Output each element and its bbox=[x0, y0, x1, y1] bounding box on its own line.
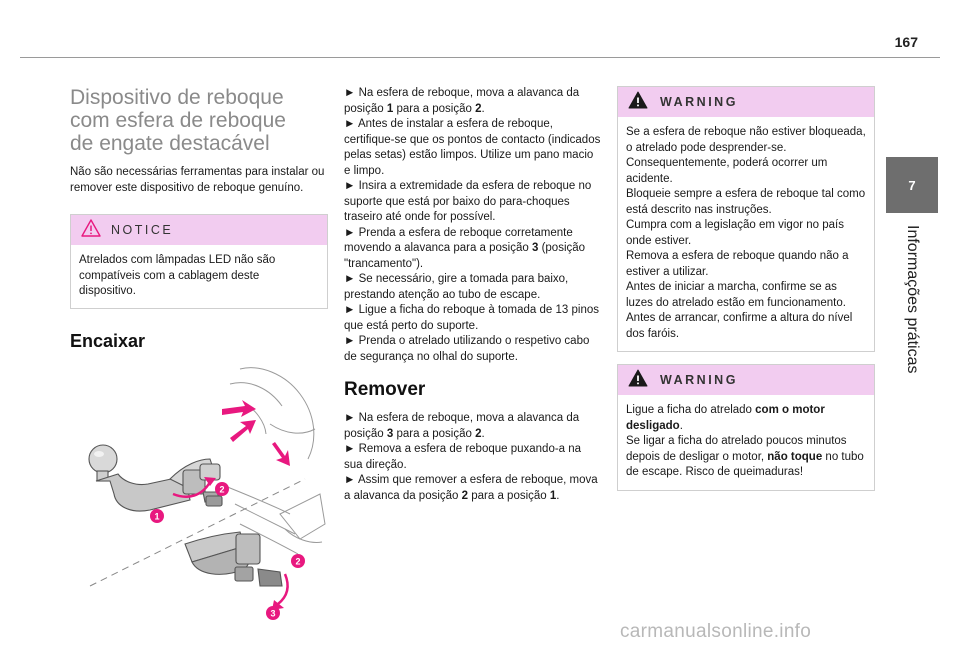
fit-heading: Encaixar bbox=[70, 330, 146, 351]
right-column bbox=[617, 86, 875, 491]
callout-label: 1 bbox=[154, 511, 160, 521]
warning-header bbox=[618, 365, 874, 395]
remove-step: ► Assim que remover a esfera de reboque, mova a alavanca da posição 2 para a posição 1. bbox=[344, 474, 598, 502]
section-title bbox=[70, 86, 328, 155]
warning-line: Remova a esfera de reboque quando não a estiver a utilizar. bbox=[626, 250, 849, 278]
fit-step: ► Antes de instalar a esfera de reboque, certifique-se que os pontos de contacto (indicados pelas setas) estão limpos. Utilize um pano macio e limpo. bbox=[344, 118, 601, 177]
warning-line: Ligue a ficha do atrelado com o motor desligado. bbox=[626, 404, 825, 432]
chapter-label: Informações práticas bbox=[904, 225, 921, 374]
warning-line: Antes de iniciar a marcha, confirme se as luzes do atrelado estão em funcionamento. bbox=[626, 281, 846, 309]
remove-heading: Remover bbox=[344, 379, 426, 400]
fit-step: ► Prenda o atrelado utilizando o respetivo cabo de segurança no olhal do suporte. bbox=[344, 335, 590, 363]
chapter-tab[interactable] bbox=[886, 157, 938, 213]
warning-triangle-icon bbox=[628, 369, 648, 392]
notice-box bbox=[70, 214, 328, 309]
intro-text: Não são necessárias ferramentas para instalar ou remover este dispositivo de reboque genuíno. bbox=[70, 166, 325, 194]
chapter-number: 7 bbox=[908, 177, 916, 193]
callout-label: 2 bbox=[295, 556, 301, 566]
left-column bbox=[70, 86, 328, 622]
warning-box bbox=[617, 364, 875, 491]
fit-step: ► Prenda a esfera de reboque corretamente movendo a alavanca para a posição 3 (posição "trancamento"). bbox=[344, 226, 586, 270]
caution-outline-icon bbox=[81, 219, 101, 242]
header-divider bbox=[20, 57, 940, 58]
warning-line: Antes de arrancar, confirme a altura do nível dos faróis. bbox=[626, 312, 853, 340]
warning-line: Se a esfera de reboque não estiver bloqueada, o atrelado pode desprender-se. Consequentemente, poderá ocorrer um acidente. bbox=[626, 126, 866, 185]
tow-ball-illustration bbox=[70, 364, 328, 622]
fit-step: ► Ligue a ficha do reboque à tomada de 13 pinos que está perto do suporte. bbox=[344, 304, 599, 332]
warning-box bbox=[617, 86, 875, 352]
title-line: Dispositivo de reboque bbox=[70, 86, 284, 109]
notice-body: Atrelados com lâmpadas LED não são compatíveis com a cablagem deste dispositivo. bbox=[79, 254, 276, 297]
callout-label: 2 bbox=[219, 484, 225, 494]
watermark: carmanualsonline.info bbox=[620, 621, 812, 642]
fit-step: ► Na esfera de reboque, mova a alavanca da posição 1 para a posição 2. bbox=[344, 87, 580, 115]
callout-label: 3 bbox=[270, 608, 276, 618]
middle-column bbox=[344, 86, 602, 504]
warning-body bbox=[618, 117, 874, 351]
warning-triangle-icon bbox=[628, 91, 648, 114]
notice-header bbox=[71, 215, 327, 245]
warning-header bbox=[618, 87, 874, 117]
warning-line: Cumpra com a legislação em vigor no país onde estiver. bbox=[626, 219, 844, 247]
remove-step: ► Na esfera de reboque, mova a alavanca da posição 3 para a posição 2. bbox=[344, 412, 580, 440]
warning-line: Se ligar a ficha do atrelado poucos minutos depois de desligar o motor, não toque no tubo de escape. Risco de queimaduras! bbox=[626, 435, 864, 478]
remove-step: ► Remova a esfera de reboque puxando-a na sua direção. bbox=[344, 443, 582, 471]
warning-body bbox=[618, 395, 874, 490]
page-number: 167 bbox=[894, 34, 918, 50]
title-line: com esfera de reboque bbox=[70, 109, 286, 132]
fit-step: ► Se necessário, gire a tomada para baixo, prestando atenção ao tubo de escape. bbox=[344, 273, 569, 301]
notice-title: NOTICE bbox=[111, 223, 174, 237]
warning-line: Bloqueie sempre a esfera de reboque tal como está descrito nas instruções. bbox=[626, 188, 866, 216]
title-line: de engate destacável bbox=[70, 132, 270, 155]
warning-title: WARNING bbox=[660, 95, 738, 109]
fit-step: ► Insira a extremidade da esfera de reboque no suporte que está por baixo do para-choques traseiro até onde for possível. bbox=[344, 180, 592, 223]
warning-title: WARNING bbox=[660, 373, 738, 387]
